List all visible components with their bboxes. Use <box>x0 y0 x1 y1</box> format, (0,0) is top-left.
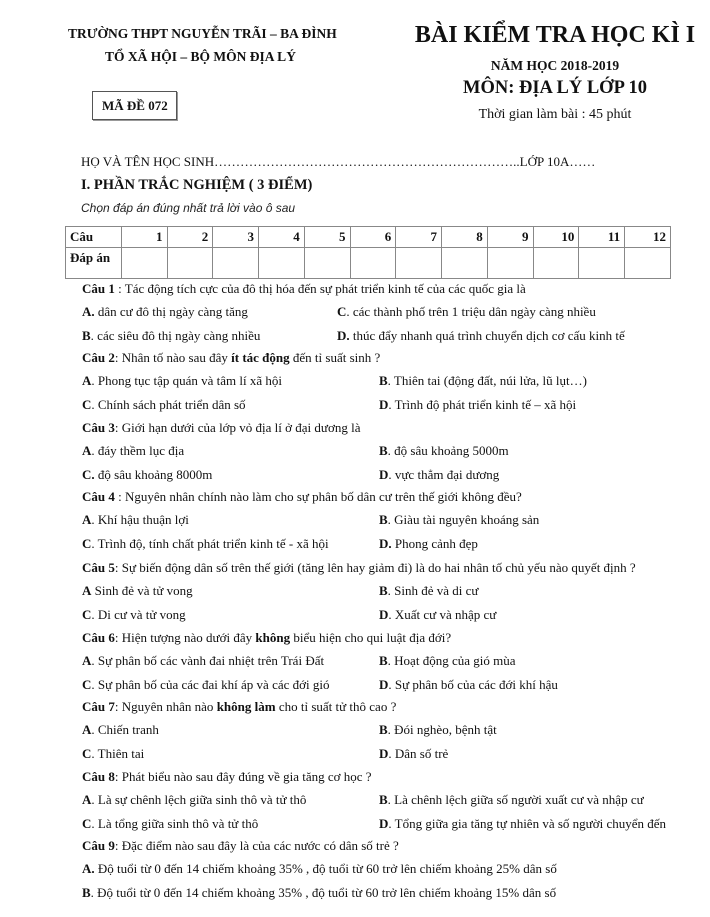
option-key: D <box>379 396 389 412</box>
option-text: . Trình độ, tính chất phát triển kinh tế - xã hội <box>91 535 329 551</box>
option-text: . Thiên tai (động đất, núi lửa, lũ lụt…) <box>387 373 587 389</box>
option-text: . Sự phân bố của các đai khí áp và các đới gió <box>91 676 330 692</box>
answer-option[interactable] <box>379 677 558 693</box>
answer-option[interactable] <box>379 373 587 389</box>
question-emphasis: không <box>255 630 291 645</box>
option-key: D <box>379 745 389 761</box>
option-key: C <box>82 606 92 622</box>
option-text: . Sinh đẻ và di cư <box>387 583 479 599</box>
question-emphasis: không làm <box>216 699 276 714</box>
question-text: : Giới hạn dưới của lớp vỏ địa lí ở đại dương là <box>114 420 361 435</box>
option-text: Độ tuổi từ 0 đến 14 chiếm khoảng 35% , độ tuổi từ 60 trở lên chiếm khoảng 25% dân số <box>94 861 557 877</box>
option-text: . độ sâu khoảng 5000m <box>387 443 509 459</box>
option-text: . Chính sách phát triển dân số <box>91 396 246 412</box>
option-key: C <box>337 304 347 320</box>
question-text: : Nguyên nhân nào <box>114 699 217 714</box>
question-label: Câu 3 <box>82 420 115 435</box>
answer-option[interactable] <box>82 512 189 528</box>
answer-cell[interactable] <box>396 248 442 279</box>
answer-option[interactable] <box>82 373 282 389</box>
answer-cell[interactable] <box>167 248 213 279</box>
option-text: . các thành phố trên 1 triệu dân ngày càng nhiều <box>346 304 596 320</box>
option-text: . Thiên tai <box>91 745 145 761</box>
answer-option[interactable] <box>337 304 596 320</box>
option-text: . Chiến tranh <box>91 722 159 738</box>
option-key: A <box>82 512 92 528</box>
option-key: D <box>379 466 389 482</box>
question-text: : Nhân tố nào sau đây <box>114 350 232 365</box>
option-text: . Đói nghèo, bệnh tật <box>387 722 497 738</box>
option-key: A <box>82 443 92 459</box>
answer-option[interactable] <box>379 443 509 459</box>
answer-option[interactable] <box>82 607 186 623</box>
answer-cell[interactable] <box>533 248 579 279</box>
answer-option[interactable] <box>82 677 329 693</box>
section-title: I. PHẦN TRẮC NGHIỆM ( 3 ĐIỂM) <box>81 177 313 193</box>
option-key: A <box>82 792 92 808</box>
answer-option[interactable] <box>379 792 644 808</box>
question-number-cell: 3 <box>213 227 259 248</box>
answer-cell[interactable] <box>579 248 625 279</box>
answer-table-header-row <box>66 227 671 248</box>
exam-duration: Thời gian làm bài : 45 phút <box>478 107 632 122</box>
answer-option[interactable] <box>82 816 258 832</box>
option-text: dân cư đô thị ngày càng tăng <box>94 304 248 320</box>
option-text: . Di cư và tử vong <box>91 606 186 622</box>
option-text: . Sự phân bố của các đới khí hậu <box>388 676 558 692</box>
question-label: Câu 8 <box>82 769 115 784</box>
exam-title: BÀI KIỂM TRA HỌC KÌ I <box>414 22 696 48</box>
option-key: C <box>82 745 92 761</box>
option-key: C <box>82 676 92 692</box>
answer-option[interactable] <box>82 397 246 413</box>
question-text-end: đến tỉ suất sinh ? <box>289 350 381 365</box>
question-number-cell: 11 <box>579 227 625 248</box>
question-stem <box>82 560 636 576</box>
answer-option[interactable] <box>379 816 666 832</box>
question-stem <box>82 769 372 785</box>
option-key: A <box>82 653 92 669</box>
answer-cell[interactable] <box>487 248 533 279</box>
option-text: . Trình độ phát triển kinh tế – xã hội <box>388 396 577 412</box>
question-stem <box>82 350 380 366</box>
option-key: B <box>379 512 388 528</box>
option-text: . Khí hậu thuận lợi <box>91 512 189 528</box>
option-key: A <box>82 583 92 599</box>
school-year: NĂM HỌC 2018-2019 <box>490 58 620 73</box>
answer-cell[interactable] <box>350 248 396 279</box>
option-key: D <box>379 815 389 831</box>
option-text: . Sự phân bố các vành đai nhiệt trên Trái Đất <box>91 653 325 669</box>
option-text: . Là tổng giữa sinh thô và tử thô <box>91 815 259 831</box>
option-key: B <box>379 722 388 738</box>
question-text-end: cho tỉ suất tử thô cao ? <box>275 699 397 714</box>
question-number-cell: 12 <box>625 227 671 248</box>
question-text: : Hiện tượng nào dưới đây <box>114 630 256 645</box>
question-label: Câu 2 <box>82 350 115 365</box>
answer-option[interactable] <box>82 792 306 808</box>
question-text: : Phát biểu nào sau đây đúng về gia tăng cơ học ? <box>114 769 372 784</box>
option-key: B <box>379 583 388 599</box>
exam-code-box: MÃ ĐỀ 072 <box>92 91 177 120</box>
answer-option[interactable] <box>379 607 496 623</box>
answer-option[interactable] <box>82 583 193 599</box>
answer-option[interactable] <box>82 861 557 877</box>
question-stem <box>82 420 360 436</box>
answer-option[interactable] <box>82 746 144 762</box>
option-key: C <box>82 535 92 551</box>
question-number-cell: 2 <box>167 227 213 248</box>
option-key: B <box>379 373 388 389</box>
question-text: : Nguyên nhân chính nào làm cho sự phân bố dân cư trên thế giới không đều? <box>114 489 522 504</box>
question-stem <box>82 699 396 715</box>
option-text: . Dân số trẻ <box>388 745 449 761</box>
option-key: D. <box>379 535 392 551</box>
answer-cell[interactable] <box>442 248 488 279</box>
question-number-cell: 7 <box>396 227 442 248</box>
option-text: . Phong tục tập quán và tâm lí xã hội <box>91 373 283 389</box>
school-header <box>68 22 337 68</box>
answer-option[interactable] <box>379 583 478 599</box>
answer-cell[interactable] <box>304 248 350 279</box>
answer-option[interactable] <box>82 328 260 344</box>
question-emphasis: ít tác động <box>231 350 290 365</box>
option-key: B <box>379 792 388 808</box>
question-stem <box>82 838 399 854</box>
school-name: TRƯỜNG THPT NGUYỄN TRÃI – BA ĐÌNH <box>68 26 337 41</box>
answer-option[interactable] <box>82 536 329 552</box>
question-stem <box>82 630 451 646</box>
option-text: . Hoạt động của gió mùa <box>387 653 516 669</box>
answer-cell[interactable] <box>625 248 671 279</box>
question-stem <box>82 489 522 505</box>
option-text: thúc đẩy nhanh quá trình chuyển dịch cơ cấu kinh tế <box>349 327 625 343</box>
question-number-cell: 1 <box>121 227 167 248</box>
answer-option[interactable] <box>82 467 212 483</box>
student-name-line: HỌ VÀ TÊN HỌC SINH……………………………………………………………..LỚP 10A…… <box>81 154 596 169</box>
option-text: độ sâu khoảng 8000m <box>94 466 213 482</box>
answer-option[interactable] <box>337 328 625 344</box>
instruction: Chọn đáp án đúng nhất trả lời vào ô sau <box>81 201 296 215</box>
option-key: C <box>82 815 92 831</box>
answer-cell[interactable] <box>259 248 305 279</box>
answer-table-answer-row <box>66 248 671 279</box>
option-text: Sinh đẻ và tử vong <box>91 583 193 599</box>
row-label-question: Câu <box>66 227 122 248</box>
option-text: . vực thẳm đại dương <box>388 466 500 482</box>
option-key: D <box>379 676 389 692</box>
option-key: B <box>379 443 388 459</box>
question-number-cell: 5 <box>304 227 350 248</box>
option-key: D. <box>337 327 350 343</box>
option-key: A <box>82 722 92 738</box>
question-number-cell: 4 <box>259 227 305 248</box>
option-text: . Giàu tài nguyên khoáng sản <box>387 512 540 528</box>
option-text: Phong cảnh đẹp <box>391 535 478 551</box>
question-text-end: biểu hiện cho qui luật địa đới? <box>290 630 452 645</box>
question-text: : Sự biến động dân số trên thế giới (tăng lên hay giảm đi) là do hai nhân tố chủ yếu nào quyết định ? <box>114 560 636 575</box>
answer-option[interactable] <box>379 512 539 528</box>
department-name: TỔ XÃ HỘI – BỘ MÔN ĐỊA LÝ <box>105 49 296 64</box>
option-key: A. <box>82 861 95 877</box>
answer-option[interactable] <box>379 467 499 483</box>
option-text: . Là chênh lệch giữa số người xuất cư và nhập cư <box>387 792 644 808</box>
answer-option[interactable] <box>379 397 576 413</box>
option-key: B <box>379 653 388 669</box>
option-key: C <box>82 396 92 412</box>
option-key: A. <box>82 304 95 320</box>
question-number-cell: 9 <box>487 227 533 248</box>
option-key: A <box>82 373 92 389</box>
answer-option[interactable] <box>82 443 184 459</box>
question-text: : Tác động tích cực của đô thị hóa đến sự phát triển kinh tế của các quốc gia là <box>114 281 526 296</box>
option-text: . đáy thềm lục địa <box>91 443 185 459</box>
answer-table <box>65 226 671 279</box>
exam-subject: MÔN: ĐỊA LÝ LỚP 10 <box>463 78 647 98</box>
answer-option[interactable] <box>82 885 556 901</box>
answer-option[interactable] <box>82 653 324 669</box>
answer-cell[interactable] <box>121 248 167 279</box>
question-stem <box>82 281 526 297</box>
option-key: D <box>379 606 389 622</box>
question-number-cell: 8 <box>442 227 488 248</box>
answer-option[interactable] <box>379 536 478 552</box>
row-label-answer: Đáp án <box>66 248 122 279</box>
option-key: C. <box>82 466 95 482</box>
option-text: . các siêu đô thị ngày càng nhiều <box>90 327 261 343</box>
question-label: Câu 9 <box>82 838 115 853</box>
question-number-cell: 10 <box>533 227 579 248</box>
question-label: Câu 4 <box>82 489 115 504</box>
answer-option[interactable] <box>82 722 159 738</box>
question-label: Câu 5 <box>82 560 115 575</box>
option-text: . Tổng giữa gia tăng tự nhiên và số người chuyển đến <box>388 815 666 831</box>
option-text: . Xuất cư và nhập cư <box>388 606 497 622</box>
option-text: . Là sự chênh lệch giữa sinh thô và tử thô <box>91 792 307 808</box>
answer-option[interactable] <box>379 722 497 738</box>
answer-cell[interactable] <box>213 248 259 279</box>
answer-option[interactable] <box>82 304 248 320</box>
question-label: Câu 6 <box>82 630 115 645</box>
question-text: : Đặc điểm nào sau đây là của các nước có dân số trẻ ? <box>114 838 399 853</box>
question-label: Câu 7 <box>82 699 115 714</box>
option-text: . Độ tuổi từ 0 đến 14 chiếm khoảng 35% , độ tuổi từ 60 trở lên chiếm khoảng 15% dân số <box>90 884 557 900</box>
question-label: Câu 1 <box>82 281 115 296</box>
answer-option[interactable] <box>379 746 448 762</box>
question-number-cell: 6 <box>350 227 396 248</box>
option-key: B <box>82 327 91 343</box>
answer-option[interactable] <box>379 653 515 669</box>
option-key: B <box>82 884 91 900</box>
